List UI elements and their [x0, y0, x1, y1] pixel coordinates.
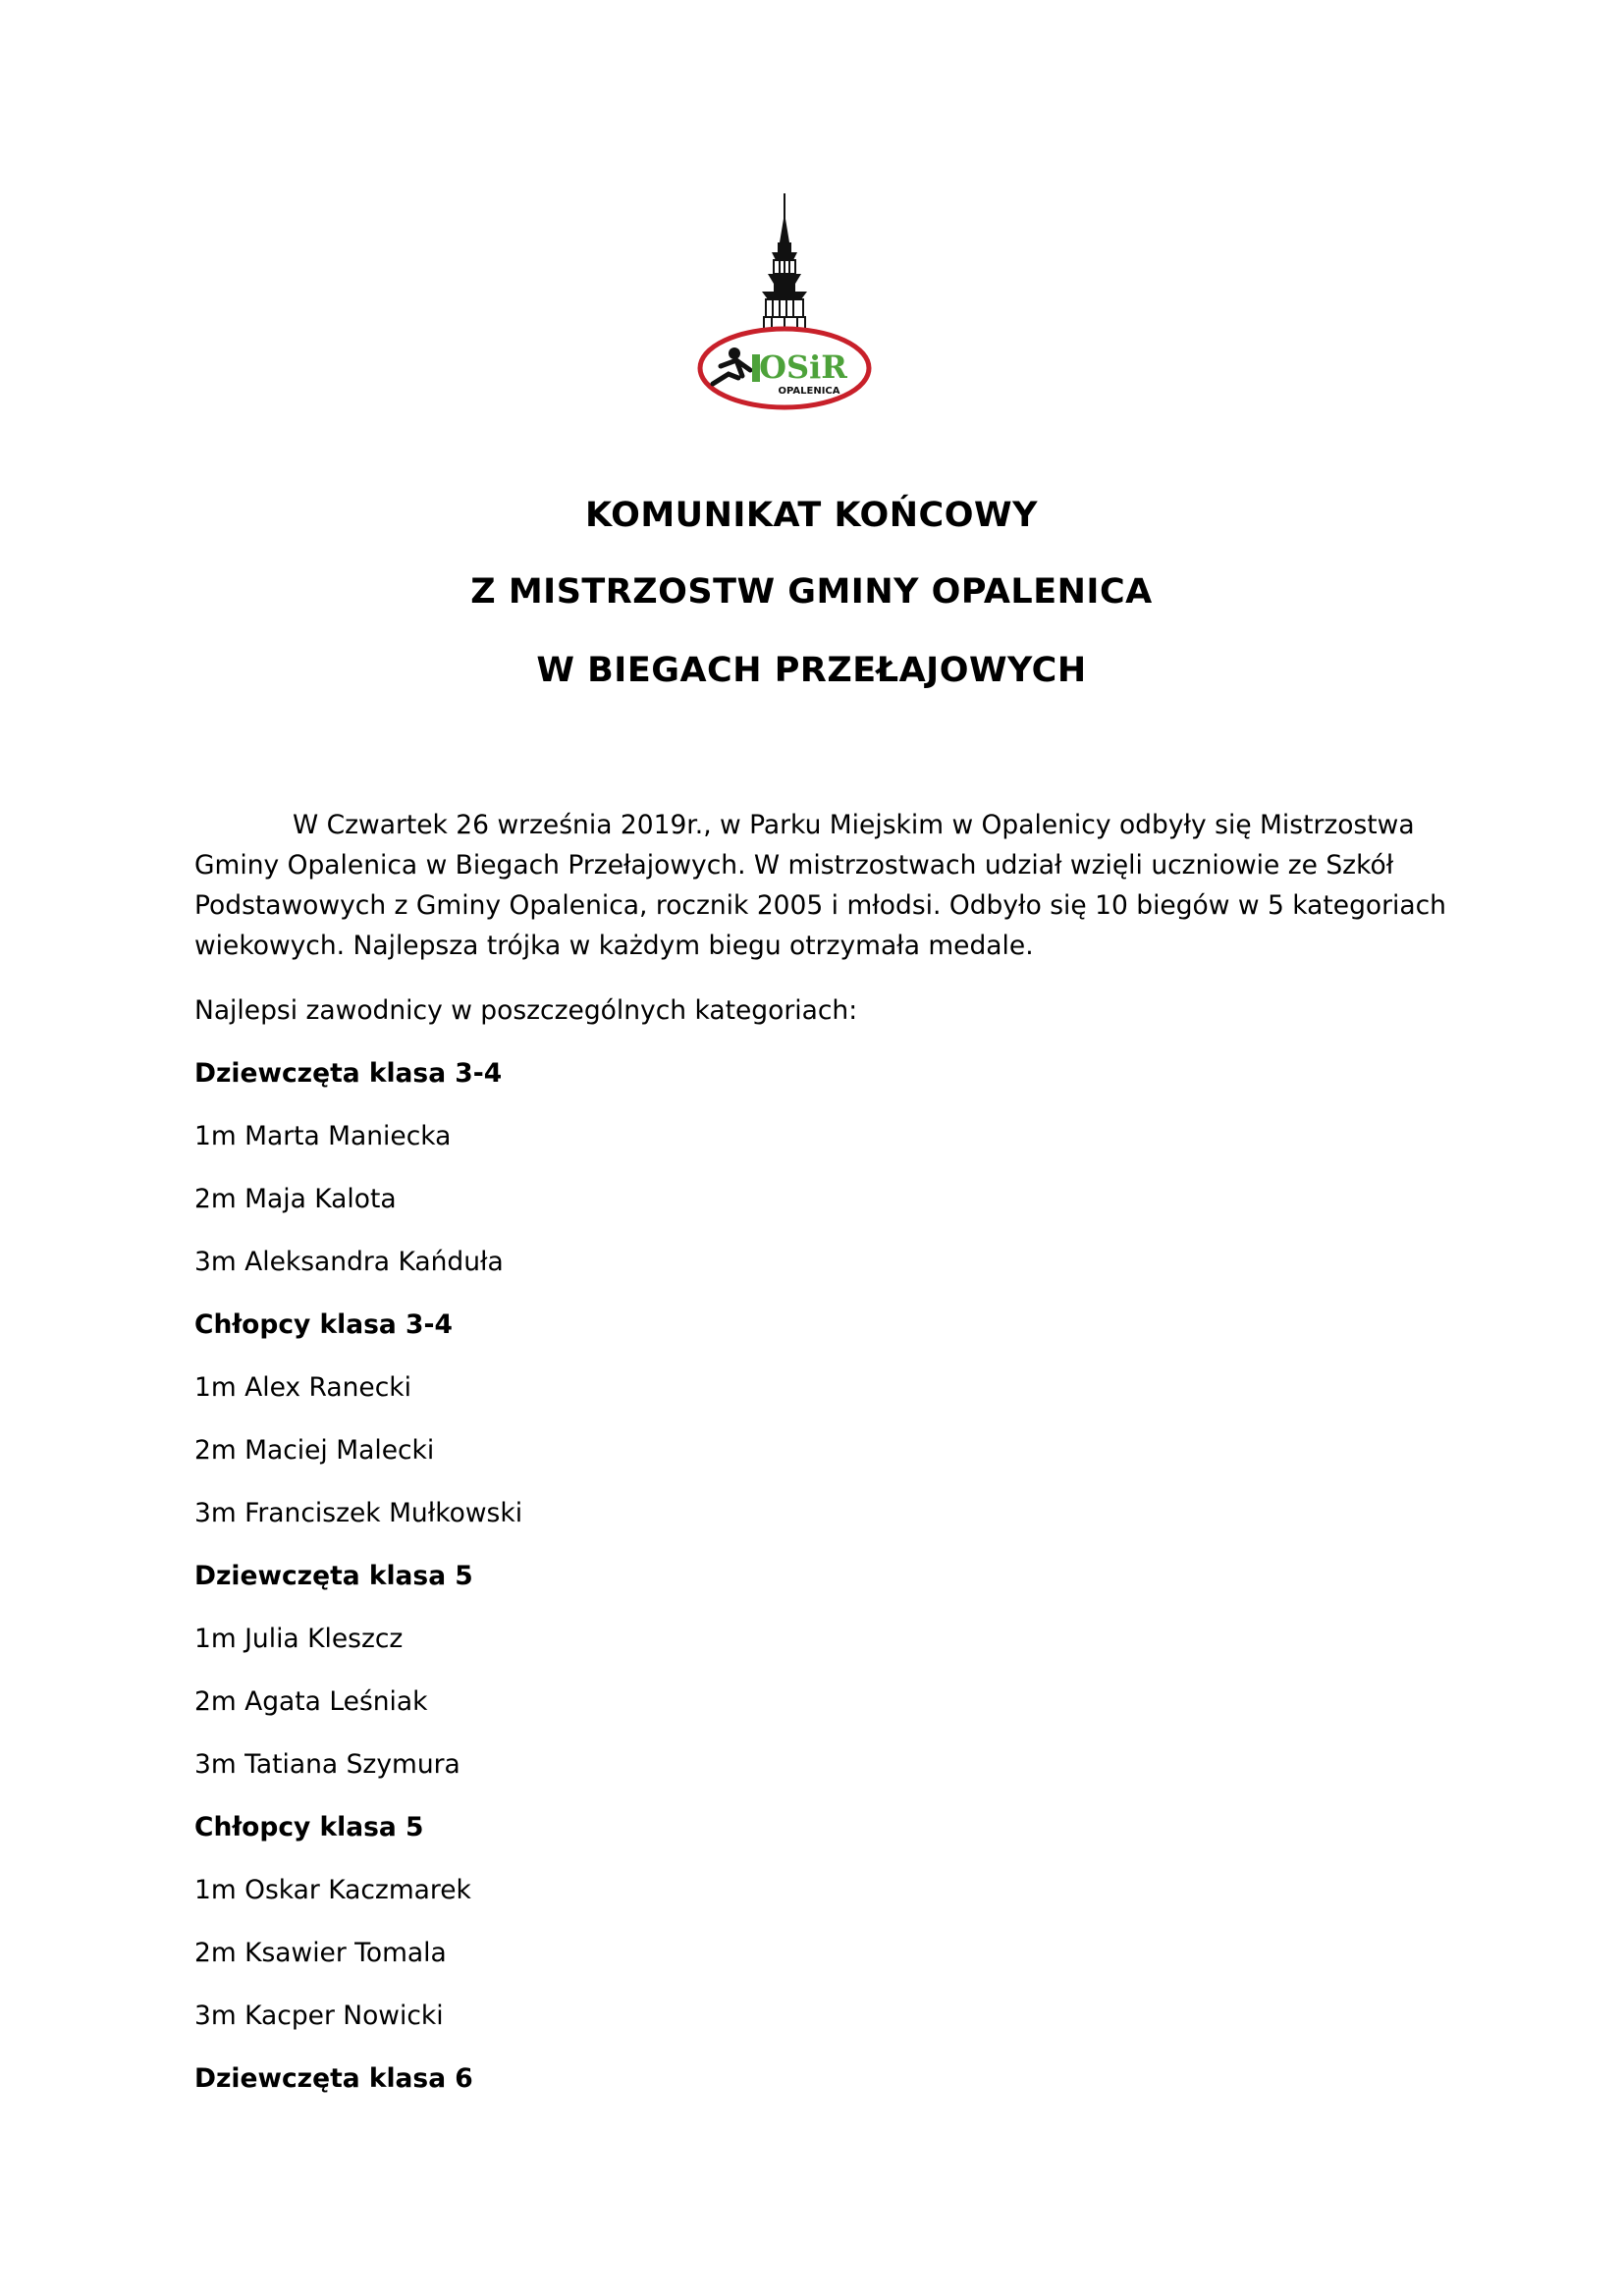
- tower-logo-icon: [693, 191, 876, 417]
- category-heading: Dziewczęta klasa 5: [194, 1561, 473, 1591]
- intro-line: Podstawowych z Gminy Opalenica, rocznik 2005 i młodsi. Odbyło się 10 biegów w 5 kategoriach: [194, 890, 1446, 921]
- result-line: 1m Julia Kleszcz: [194, 1624, 404, 1654]
- result-line: 3m Franciszek Mułkowski: [194, 1498, 523, 1528]
- logo-wordmark: OSiR: [759, 348, 847, 386]
- intro-line: W Czwartek 26 września 2019r., w Parku Miejskim w Opalenicy odbyły się Mistrzostwa: [293, 810, 1415, 840]
- result-line: 1m Alex Ranecki: [194, 1372, 411, 1403]
- result-line: 1m Marta Maniecka: [194, 1121, 452, 1151]
- intro-line: wiekowych. Najlepsza trójka w każdym biegu otrzymała medale.: [194, 931, 1034, 961]
- result-line: 2m Agata Leśniak: [194, 1686, 428, 1717]
- logo-subtitle: OPALENICA: [778, 386, 840, 397]
- osir-opalenica-logo: [693, 191, 876, 417]
- result-line: 2m Maciej Malecki: [194, 1435, 435, 1466]
- document-title-line-3: W BIEGACH PRZEŁAJOWYCH: [536, 651, 1087, 690]
- category-heading: Chłopcy klasa 3-4: [194, 1309, 453, 1340]
- category-heading: Chłopcy klasa 5: [194, 1812, 424, 1842]
- intro-paragraph: [194, 805, 1446, 966]
- document-title-line-1: KOMUNIKAT KOŃCOWY: [585, 496, 1038, 535]
- result-line: 3m Aleksandra Kańduła: [194, 1247, 504, 1277]
- result-line: 2m Maja Kalota: [194, 1184, 397, 1214]
- document-title-line-2: Z MISTRZOSTW GMINY OPALENICA: [470, 572, 1153, 612]
- intro-line: Gminy Opalenica w Biegach Przełajowych. W mistrzostwach udział wzięli uczniowie ze Szkół: [194, 850, 1394, 881]
- result-line: 3m Kacper Nowicki: [194, 2001, 444, 2031]
- result-line: 3m Tatiana Szymura: [194, 1749, 460, 1780]
- category-heading: Dziewczęta klasa 6: [194, 2063, 473, 2094]
- result-line: 1m Oskar Kaczmarek: [194, 1875, 471, 1905]
- category-heading: Dziewczęta klasa 3-4: [194, 1058, 503, 1089]
- results-lead: Najlepsi zawodnicy w poszczególnych kategoriach:: [194, 995, 858, 1026]
- result-line: 2m Ksawier Tomala: [194, 1938, 447, 1968]
